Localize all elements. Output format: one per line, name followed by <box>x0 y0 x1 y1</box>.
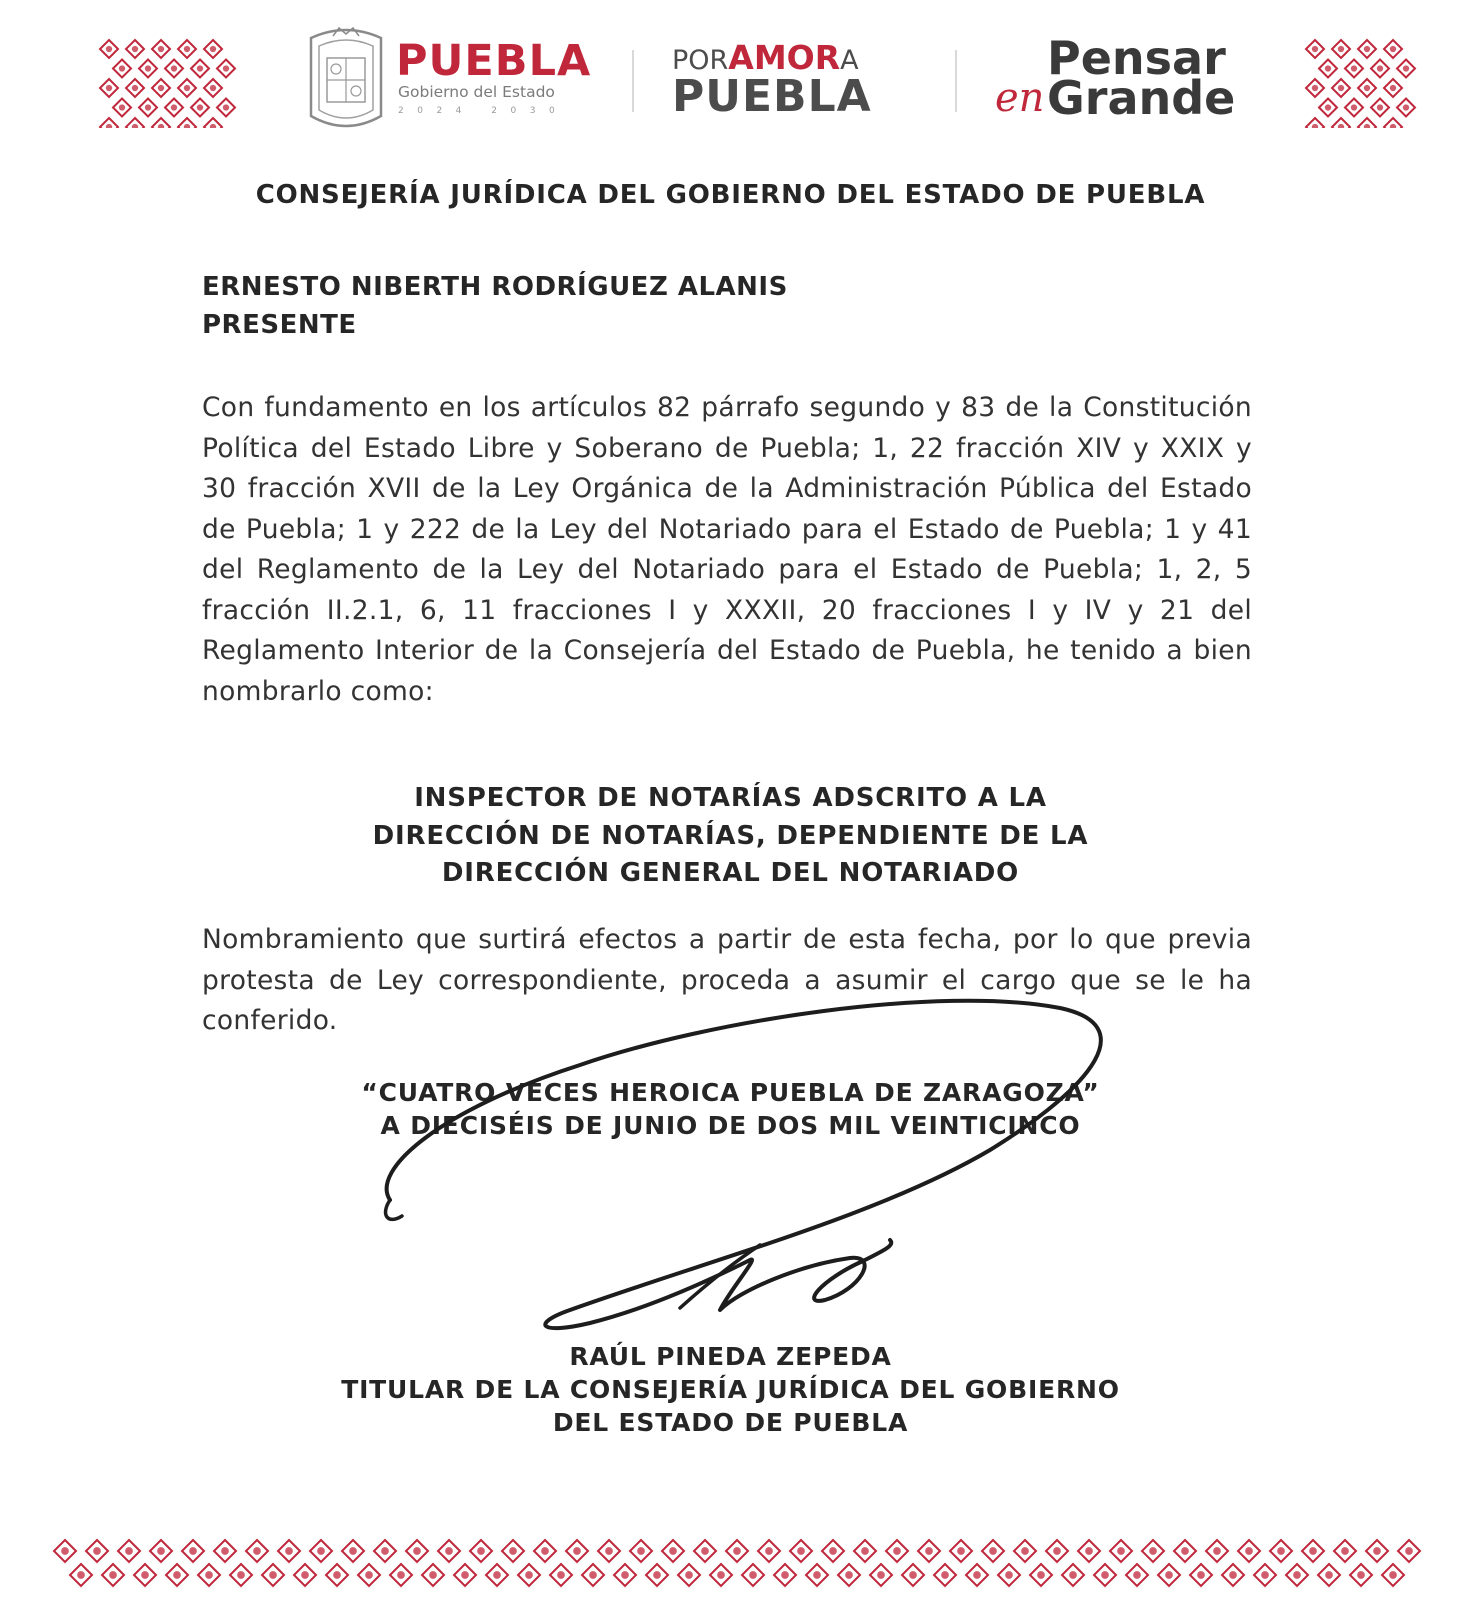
slogan-grande: Grande <box>1047 71 1236 125</box>
signatory-title: TITULAR DE LA CONSEJERÍA JURÍDICA DEL GOBIERNO <box>341 1375 1120 1404</box>
header-divider <box>955 50 957 112</box>
slogan-a: A <box>840 45 859 76</box>
handwritten-signature <box>380 990 1140 1350</box>
appointment-title <box>0 780 1461 893</box>
signatory-name: RAÚL PINEDA ZEPEDA <box>569 1342 892 1371</box>
addressee-salutation: PRESENTE <box>202 310 357 340</box>
decorative-pattern-top-right <box>1304 38 1419 128</box>
office-title: CONSEJERÍA JURÍDICA DEL GOBIERNO DEL ESTADO DE PUEBLA <box>255 180 1206 210</box>
addressee-name: ERNESTO NIBERTH RODRÍGUEZ ALANIS <box>202 272 788 302</box>
slogan-puebla: PUEBLA <box>672 71 872 122</box>
appointment-line: DIRECCIÓN GENERAL DEL NOTARIADO <box>441 858 1020 888</box>
date-line: A DIECISÉIS DE JUNIO DE DOS MIL VEINTICINCO <box>380 1111 1081 1140</box>
logo-years: 2024 2030 <box>398 106 569 116</box>
state-seal-icon <box>305 24 387 136</box>
slogan-pensar: Pensar <box>1047 31 1226 85</box>
motto-line: “CUATRO VECES HEROICA PUEBLA DE ZARAGOZA” <box>361 1078 1100 1107</box>
puebla-government-logo <box>396 38 606 124</box>
legal-basis-paragraph: Con fundamento en los artículos 82 párrafo segundo y 83 de la Constitución Política del Estado Libre y Soberano de Puebla; 1, 22 fracción XIV y XXIX y 30 fracción XVII de la Ley Orgánica de la Administración Pública del Estado de Puebla; 1 y 222 de la Ley del Notariado para el Estado de Puebla; 1 y 41 del Reglamento de la Ley del Notariado para el Estado de Puebla; 1, 2, 5 fracción II.2.1, 6, 11 fracciones I y XXXII, 20 fracciones I y IV y 21 del Reglamento Interior de la Consejería del Estado de Puebla, he tenido a bien nombrarlo como: <box>202 392 1252 707</box>
decorative-pattern-bottom <box>52 1538 1424 1596</box>
appointment-line: INSPECTOR DE NOTARÍAS ADSCRITO A LA <box>414 783 1047 813</box>
slogan-por: POR <box>672 45 729 76</box>
slogan-pensar-en-grande <box>995 31 1265 125</box>
signatory-block <box>0 1340 1461 1439</box>
slogan-amor: AMOR <box>728 38 841 77</box>
decorative-pattern-top-left <box>98 38 243 128</box>
signatory-title: DEL ESTADO DE PUEBLA <box>552 1408 909 1437</box>
appointment-line: DIRECCIÓN DE NOTARÍAS, DEPENDIENTE DE LA <box>372 820 1089 851</box>
slogan-en: en <box>995 75 1045 121</box>
effect-paragraph: Nombramiento que surtirá efectos a partir de esta fecha, por lo que previa protesta de Ley correspondiente, proceda a asumir el cargo que se le ha conferido. <box>202 924 1252 1036</box>
logo-subtitle: Gobierno del Estado <box>398 83 555 101</box>
slogan-por-amor-a-puebla <box>672 40 912 120</box>
header-divider <box>632 50 634 112</box>
logo-name: PUEBLA <box>396 36 592 86</box>
addressee-block <box>202 268 788 344</box>
